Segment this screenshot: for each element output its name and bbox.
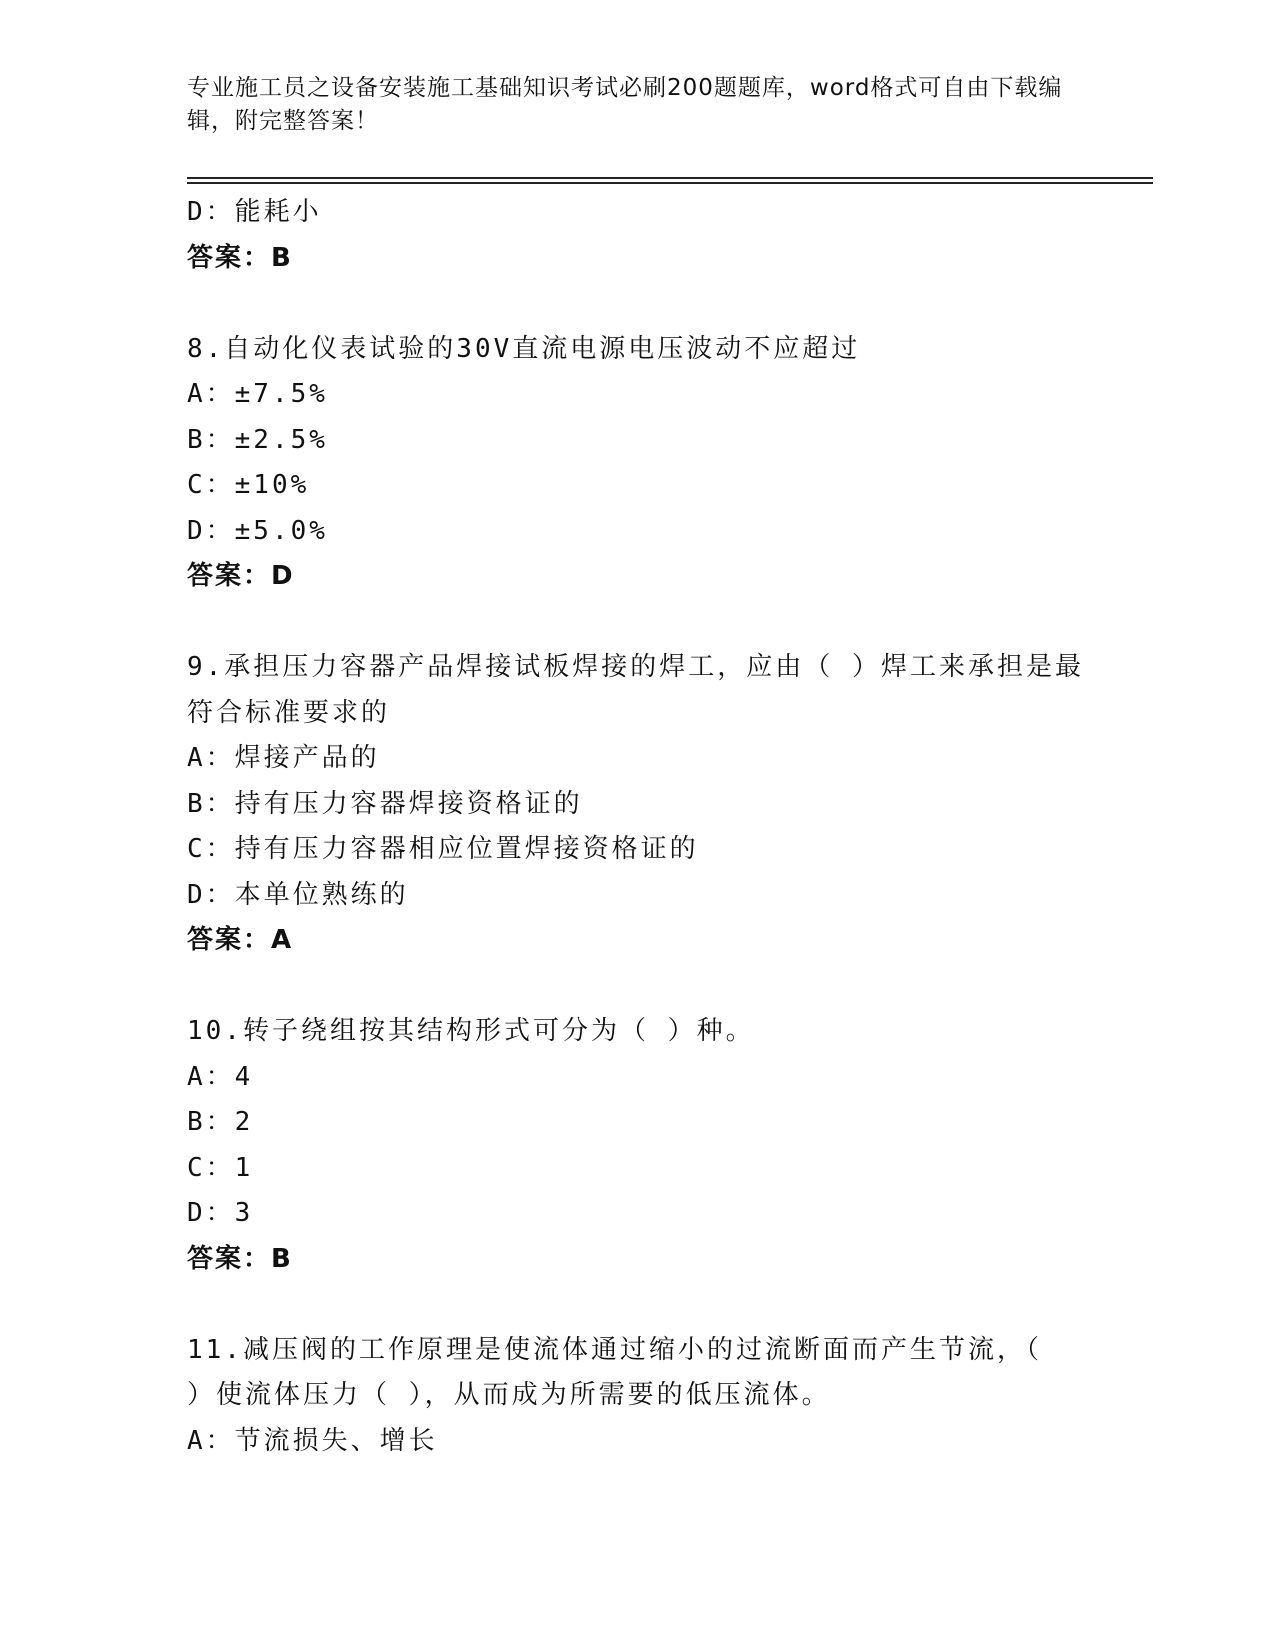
answer: 答案：A (187, 925, 294, 955)
spacer (187, 1282, 1153, 1328)
option-d: D：能耗小 (187, 197, 322, 227)
question-stem-continued: ）使流体压力（ ），从而成为所需要的低压流体。 (187, 1380, 831, 1410)
option-a: A：4 (187, 1061, 254, 1092)
option-b: B：2 (187, 1107, 254, 1137)
answer: 答案：D (187, 561, 295, 591)
option-b: B：±2.5% (187, 424, 328, 455)
option-a: A：节流损失、增长 (187, 1425, 438, 1456)
header-rule-top (187, 177, 1153, 179)
question-stem: 11.减压阀的工作原理是使流体通过缩小的过流断面而产生节流，（ (187, 1334, 1042, 1365)
option-d: D：3 (187, 1198, 254, 1228)
question-stem: 10.转子绕组按其结构形式可分为（ ）种。 (187, 1016, 755, 1046)
option-c: C：±10% (187, 470, 310, 500)
option-b: B：持有压力容器焊接资格证的 (187, 788, 583, 819)
answer: 答案：B (187, 242, 293, 273)
question-content (187, 190, 1153, 1464)
document-header: 专业施工员之设备安装施工基础知识考试必刷200题题库，word格式可自由下载编辑，附完整答案！ (187, 75, 1063, 134)
option-d: D：本单位熟练的 (187, 879, 409, 910)
spacer (187, 964, 1153, 1010)
header-rule-bottom (187, 182, 1153, 184)
spacer (187, 281, 1153, 327)
question-stem: 8.自动化仪表试验的30V直流电源电压波动不应超过 (187, 333, 861, 364)
option-d: D：±5.0% (187, 515, 328, 546)
option-a: A：±7.5% (187, 379, 328, 409)
answer: 答案：B (187, 1243, 293, 1274)
option-c: C：持有压力容器相应位置焊接资格证的 (187, 834, 699, 864)
spacer (187, 600, 1153, 646)
question-stem: 9.承担压力容器产品焊接试板焊接的焊工，应由（ ）焊工来承担是最 (187, 652, 1084, 682)
option-a: A：焊接产品的 (187, 743, 380, 773)
question-stem-continued: 符合标准要求的 (187, 697, 391, 728)
option-c: C：1 (187, 1152, 254, 1183)
